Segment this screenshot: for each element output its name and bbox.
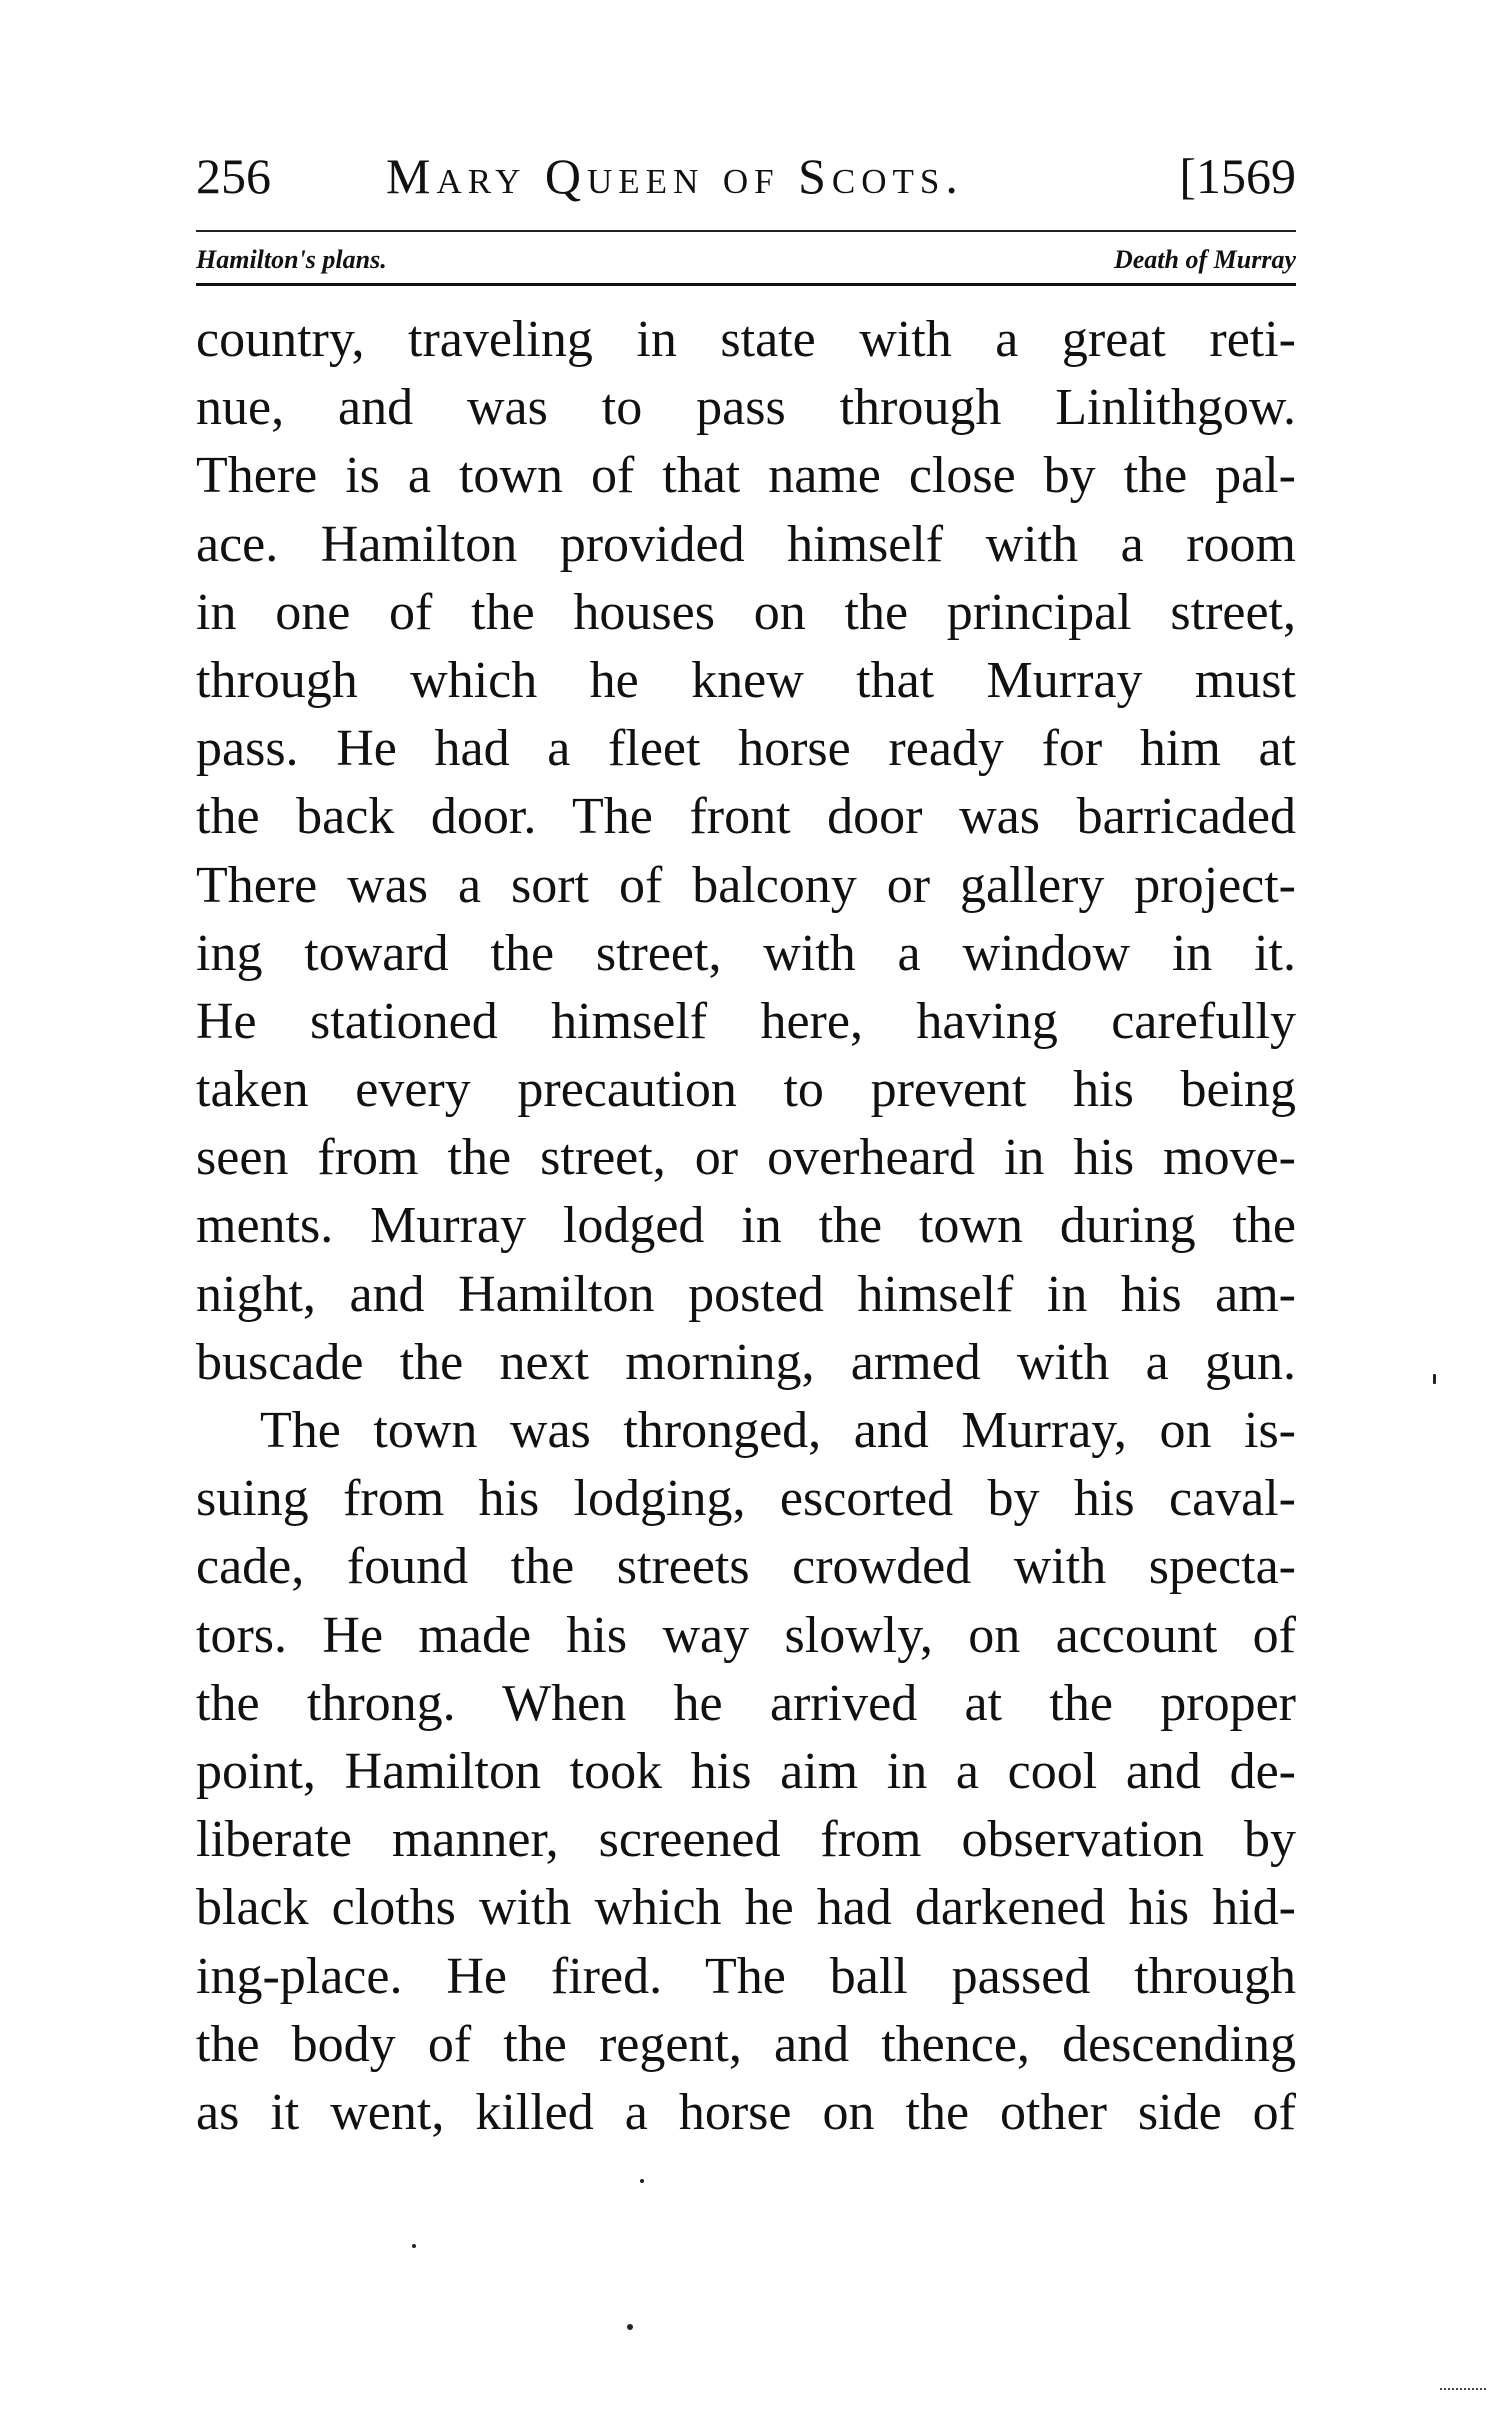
running-head — [196, 146, 1296, 206]
text-line: the back door. The front door was barricaded — [196, 788, 1296, 846]
paragraph-2 — [196, 1397, 1296, 2147]
text-line: buscade the next morning, armed with a gun. — [196, 1333, 1296, 1391]
ink-speck — [412, 2244, 416, 2248]
text-line: suing from his lodging, escorted by his caval- — [196, 1470, 1296, 1528]
text-line: tors. He made his way slowly, on account of — [196, 1606, 1296, 1664]
text-line: There was a sort of balcony or gallery project- — [196, 856, 1296, 914]
paragraph-1 — [196, 306, 1296, 1397]
text-line: ing toward the street, with a window in it. — [196, 924, 1296, 982]
text-line: black cloths with which he had darkened his hid- — [196, 1879, 1296, 1937]
text-line: liberate manner, screened from observation by — [196, 1811, 1296, 1869]
text-line: the throng. When he arrived at the proper — [196, 1674, 1296, 1732]
text-line: He stationed himself here, having carefully — [196, 992, 1296, 1050]
page-number: 256 — [196, 148, 271, 204]
text-line: ments. Murray lodged in the town during the — [196, 1197, 1296, 1255]
text-line: country, traveling in state with a great reti- — [196, 311, 1296, 368]
header-rule-bottom — [196, 283, 1296, 286]
ink-speck — [1440, 2388, 1486, 2390]
sidenote-left: Hamilton's plans. — [196, 245, 387, 274]
text-line: point, Hamilton took his aim in a cool and de- — [196, 1742, 1296, 1800]
text-line: taken every precaution to prevent his being — [196, 1061, 1296, 1119]
text-line: seen from the street, or overheard in his move- — [196, 1129, 1296, 1187]
book-title: Mary Queen of Scots. — [386, 148, 964, 204]
text-line: The town was thronged, and Murray, on is- — [260, 1402, 1296, 1459]
ink-speck — [627, 2324, 633, 2330]
ink-speck — [640, 2179, 644, 2183]
text-line: cade, found the streets crowded with specta- — [196, 1538, 1296, 1596]
body-text — [196, 306, 1296, 2147]
text-line: ing-place. He fired. The ball passed through — [196, 1947, 1296, 2005]
sidenotes — [196, 240, 1296, 280]
text-line: night, and Hamilton posted himself in his am- — [196, 1265, 1296, 1323]
text-line: as it went, killed a horse on the other side of — [196, 2083, 1296, 2141]
text-line: nue, and was to pass through Linlithgow. — [196, 379, 1296, 437]
sidenote-right: Death of Murray — [1113, 245, 1296, 274]
text-line: There is a town of that name close by the pal- — [196, 447, 1296, 505]
text-line: ace. Hamilton provided himself with a room — [196, 515, 1296, 573]
year-marker: [1569 — [1179, 148, 1296, 204]
text-line: through which he knew that Murray must — [196, 651, 1296, 709]
header-rule-top — [196, 230, 1296, 232]
text-line: in one of the houses on the principal street, — [196, 583, 1296, 641]
ink-speck — [1433, 1374, 1436, 1384]
text-line: the body of the regent, and thence, descending — [196, 2015, 1296, 2073]
text-line: pass. He had a fleet horse ready for him at — [196, 720, 1296, 778]
